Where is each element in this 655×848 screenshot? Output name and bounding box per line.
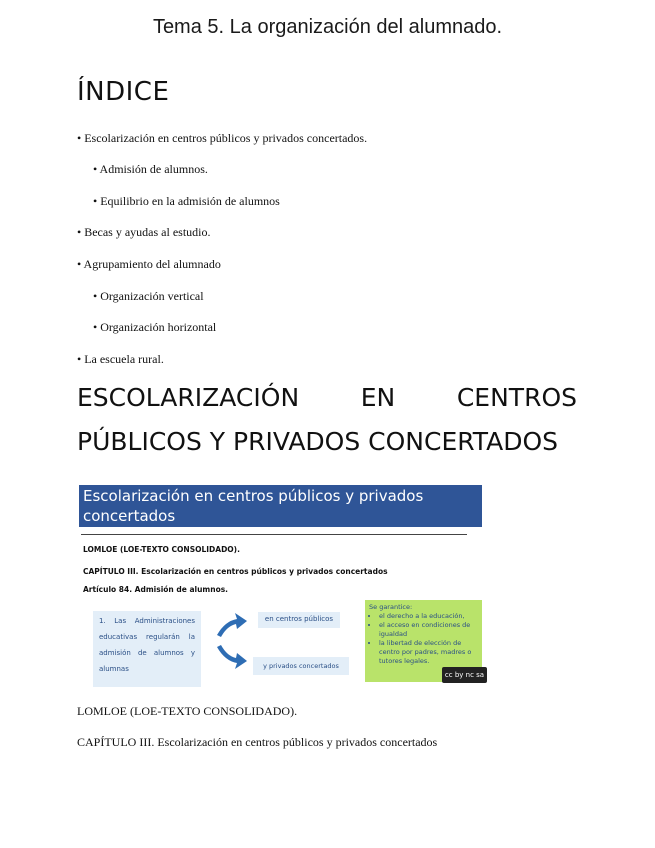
toc-item: • Organización vertical bbox=[93, 289, 204, 303]
document-title: Tema 5. La organización del alumnado. bbox=[152, 16, 503, 38]
section-heading-line2: PÚBLICOS Y PRIVADOS CONCERTADOS bbox=[77, 427, 559, 456]
arrow-up-right-icon bbox=[215, 611, 249, 639]
section-heading-word: CENTROS bbox=[456, 383, 577, 412]
section-heading-word: EN bbox=[360, 383, 396, 412]
embedded-slide-image bbox=[77, 483, 489, 693]
toc-item: • Organización horizontal bbox=[93, 320, 217, 334]
body-chapter: CAPÍTULO III. Escolarización en centros públicos y privados concertados bbox=[77, 735, 438, 749]
slide-article: Artículo 84. Admisión de alumnos. bbox=[83, 585, 229, 594]
slide-box-main: 1. Las Administraciones educativas regularán la admisión de alumnos y alumnas bbox=[93, 611, 201, 687]
toc-item: • Agrupamiento del alumnado bbox=[77, 257, 221, 271]
slide-law: LOMLOE (LOE-TEXTO CONSOLIDADO). bbox=[83, 545, 240, 554]
slide-divider bbox=[81, 534, 467, 535]
toc-item: • Becas y ayudas al estudio. bbox=[77, 225, 211, 239]
slide-chapter: CAPÍTULO III. Escolarización en centros públicos y privados concertados bbox=[83, 567, 388, 576]
slide-guarantee-intro: Se garantice: bbox=[369, 603, 413, 611]
index-heading: ÍNDICE bbox=[77, 77, 170, 107]
slide-guarantee-item: • el derecho a la educación, bbox=[379, 612, 478, 621]
slide-banner: Escolarización en centros públicos y privados concertados bbox=[79, 485, 482, 527]
toc-item: • Escolarización en centros públicos y privados concertados. bbox=[77, 131, 368, 145]
arrow-down-right-icon bbox=[215, 643, 249, 671]
toc-item: • Equilibrio en la admisión de alumnos bbox=[93, 194, 280, 208]
creative-commons-badge-icon: cc by nc sa bbox=[442, 667, 487, 683]
section-heading bbox=[77, 383, 577, 412]
slide-guarantee-item: • la libertad de elección de centro por padres, madres o tutores legales. bbox=[379, 639, 478, 666]
slide-box-public: en centros públicos bbox=[258, 612, 340, 628]
toc-item: • Admisión de alumnos. bbox=[93, 162, 208, 176]
slide-guarantee-item: • el acceso en condiciones de igualdad bbox=[379, 621, 478, 639]
slide-box-private: y privados concertados bbox=[253, 657, 349, 675]
toc-item: • La escuela rural. bbox=[77, 352, 164, 366]
section-heading-word: ESCOLARIZACIÓN bbox=[77, 383, 300, 412]
body-law: LOMLOE (LOE-TEXTO CONSOLIDADO). bbox=[77, 704, 298, 718]
